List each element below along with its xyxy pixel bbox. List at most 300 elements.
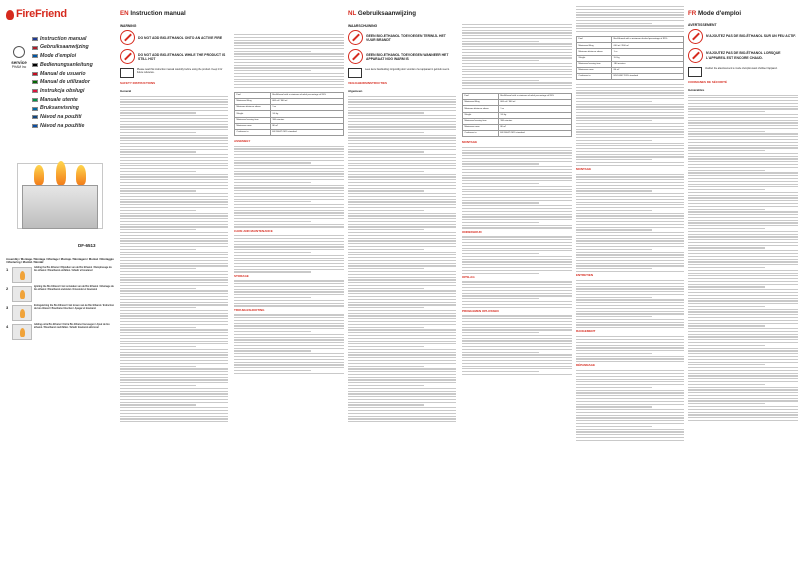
text-line — [462, 335, 572, 336]
text-line — [234, 73, 344, 74]
text-line — [348, 235, 456, 236]
spec-cell: Maximum burning time — [235, 117, 271, 123]
text-line — [462, 371, 539, 372]
text-line — [576, 263, 684, 264]
text-line — [120, 335, 228, 336]
text-block — [576, 6, 684, 32]
text-line — [688, 211, 798, 212]
spec-cell: EN 16647:2015 standard — [498, 130, 571, 136]
text-line — [234, 187, 344, 188]
text-line — [688, 128, 798, 129]
step-number: 3 — [6, 304, 9, 310]
text-line — [688, 275, 798, 276]
text-line — [348, 341, 456, 342]
text-line — [576, 373, 684, 374]
text-line — [576, 313, 684, 314]
text-line — [234, 364, 344, 365]
text-line — [576, 176, 684, 177]
text-line — [462, 338, 572, 339]
text-line — [234, 283, 344, 284]
text-line — [462, 366, 572, 367]
text-line — [688, 239, 798, 240]
text-line — [120, 193, 228, 194]
spec-cell: 1 m — [498, 106, 571, 112]
column-nl — [348, 0, 574, 572]
text-line — [234, 190, 344, 191]
text-line — [348, 285, 456, 286]
service-icon — [13, 46, 25, 58]
text-line — [348, 190, 424, 191]
text-line — [348, 137, 456, 138]
text-line — [348, 257, 456, 258]
text-line — [462, 55, 572, 56]
read-manual-note — [120, 68, 228, 78]
text-block — [234, 280, 344, 306]
no-fire-icon — [688, 29, 703, 44]
text-line — [576, 390, 684, 391]
text-line — [688, 100, 798, 101]
text-line — [462, 82, 572, 83]
text-line — [688, 334, 798, 335]
text-line — [576, 387, 652, 388]
text-line — [576, 159, 652, 160]
text-line — [234, 314, 344, 315]
text-line — [234, 207, 344, 208]
text-line — [688, 412, 798, 413]
text-line — [688, 203, 798, 204]
section-heading: VEILIGHEIDSINSTRUCTIES — [348, 81, 388, 86]
text-line — [576, 25, 684, 26]
text-line — [120, 132, 196, 133]
text-line — [234, 146, 344, 147]
text-line — [576, 294, 684, 295]
spec-row — [463, 130, 572, 136]
text-line — [688, 153, 798, 154]
text-line — [120, 285, 228, 286]
text-line — [462, 332, 539, 333]
text-line — [688, 172, 798, 173]
text-line — [462, 80, 539, 81]
text-line — [462, 216, 572, 217]
text-line — [688, 158, 798, 159]
text-line — [348, 277, 456, 278]
text-line — [688, 345, 765, 346]
text-line — [688, 273, 798, 274]
text-line — [120, 196, 228, 197]
text-line — [120, 185, 228, 186]
text-line — [234, 165, 344, 166]
flame-icon — [6, 10, 14, 20]
language-label: Mode d'emploi — [40, 53, 77, 60]
section-heading: MONTAGE — [462, 140, 478, 145]
text-line — [462, 214, 572, 215]
text-line — [576, 395, 684, 396]
text-line — [462, 349, 572, 350]
language-item — [32, 105, 112, 112]
text-line — [348, 391, 456, 392]
text-line — [234, 280, 344, 281]
text-block — [234, 314, 344, 374]
text-line — [348, 377, 456, 378]
text-line — [234, 244, 344, 245]
text-line — [462, 197, 572, 198]
spec-cell: Minimum distance above — [235, 105, 271, 111]
text-line — [688, 320, 798, 321]
text-line — [348, 271, 456, 272]
text-line — [234, 356, 344, 357]
text-line — [576, 429, 684, 430]
text-line — [688, 136, 798, 137]
text-line — [688, 339, 798, 340]
read-manual-text: Lees deze handleiding zorgvuldig door voordat u het apparaat in gebruik neemt. — [365, 68, 450, 72]
text-line — [234, 238, 344, 239]
text-line — [576, 240, 684, 241]
read-manual-text: Please read this instruction manual carefully before using the product. Keep it for future reference. — [137, 68, 223, 75]
text-line — [120, 257, 228, 258]
text-line — [120, 260, 228, 261]
text-line — [462, 256, 572, 257]
text-line — [688, 342, 798, 343]
text-line — [688, 400, 798, 401]
text-line — [462, 147, 572, 148]
text-line — [462, 307, 572, 308]
text-line — [576, 381, 684, 382]
text-line — [348, 293, 456, 294]
text-block — [348, 96, 456, 423]
column-heading — [688, 0, 798, 21]
text-line — [120, 421, 228, 422]
read-manual-note — [688, 67, 798, 77]
text-line — [348, 396, 456, 397]
text-line — [348, 112, 424, 113]
warning-text: N'AJOUTEZ PAS DE BIO-ÉTHANOL LORSQUE L'APPAREIL EST ENCORE CHAUD. — [706, 51, 781, 60]
text-line — [120, 157, 228, 158]
spec-cell: 1 m — [270, 105, 343, 111]
text-line — [120, 174, 228, 175]
text-line — [348, 199, 456, 200]
text-line — [348, 388, 456, 389]
text-line — [462, 30, 572, 31]
text-line — [120, 396, 228, 397]
text-line — [688, 189, 765, 190]
text-line — [576, 286, 684, 287]
language-item — [32, 88, 112, 95]
spec-cell: 80 m² — [612, 67, 684, 73]
text-line — [348, 176, 456, 177]
text-line — [120, 352, 228, 353]
text-line — [688, 217, 798, 218]
text-line — [120, 377, 228, 378]
text-line — [688, 195, 798, 196]
text-line — [120, 199, 228, 200]
text-line — [348, 115, 456, 116]
text-line — [234, 215, 344, 216]
text-line — [120, 418, 228, 419]
text-line — [576, 193, 684, 194]
text-line — [462, 169, 572, 170]
text-line — [348, 174, 456, 175]
text-line — [348, 107, 456, 108]
spec-table — [234, 92, 344, 136]
text-line — [348, 157, 456, 158]
section-heading: PROBLEMEN OPLOSSEN — [462, 308, 499, 313]
text-line — [120, 238, 228, 239]
text-line — [462, 52, 572, 53]
warning-text: GEEN BIO-ETHANOL TOEVOEGEN TERWIJL HET VUUR BRANDT — [366, 33, 446, 42]
text-line — [688, 117, 798, 118]
text-line — [462, 183, 539, 184]
text-line — [348, 402, 456, 403]
text-line — [688, 270, 798, 271]
text-line — [234, 325, 344, 326]
text-line — [462, 245, 572, 246]
text-line — [576, 426, 652, 427]
text-line — [234, 297, 311, 298]
text-line — [348, 265, 456, 266]
text-line — [234, 67, 344, 68]
text-line — [576, 437, 684, 438]
text-line — [576, 353, 652, 354]
text-line — [348, 210, 424, 211]
step-text: Extinguishing the Bio Ethanol / Het doven van de Bio Ethanol / Extinction du bio éthanol / Bioethanol löschen / Apagar el bioetanol — [34, 304, 115, 310]
text-line — [688, 286, 765, 287]
text-line — [348, 315, 456, 316]
lang-code: EN — [120, 10, 129, 17]
column-title: Instruction manual — [130, 10, 186, 17]
text-line — [234, 56, 344, 57]
text-line — [120, 265, 228, 266]
text-line — [120, 277, 228, 278]
text-line — [462, 202, 539, 203]
text-line — [462, 161, 572, 162]
text-line — [234, 65, 344, 66]
text-line — [576, 92, 684, 93]
text-line — [120, 393, 228, 394]
text-line — [462, 74, 572, 75]
text-line — [234, 362, 344, 363]
lang-code: FR — [688, 10, 697, 17]
text-line — [120, 374, 228, 375]
text-line — [688, 156, 798, 157]
text-line — [576, 143, 684, 144]
text-line — [576, 87, 684, 88]
text-block — [576, 174, 684, 273]
text-line — [576, 249, 652, 250]
section-heading: Algemeen — [348, 89, 363, 93]
service-sub: PHAM Inc — [11, 65, 27, 70]
text-line — [688, 184, 798, 185]
text-line — [234, 353, 344, 354]
text-line — [234, 323, 344, 324]
text-line — [234, 317, 344, 318]
text-line — [120, 188, 228, 189]
text-line — [234, 179, 344, 180]
text-line — [576, 392, 684, 393]
text-line — [462, 155, 572, 156]
text-line — [462, 177, 572, 178]
text-line — [688, 253, 798, 254]
text-line — [234, 176, 344, 177]
text-line — [576, 339, 684, 340]
spec-cell: Maximum room — [577, 67, 612, 73]
text-line — [576, 302, 684, 303]
text-line — [576, 342, 684, 343]
language-label: Bedienungsanleitung — [40, 61, 93, 68]
spec-cell: Maximum room — [463, 124, 499, 130]
text-line — [348, 329, 456, 330]
text-line — [576, 327, 684, 328]
spec-cell: 600 ml / 900 ml — [270, 99, 343, 105]
text-line — [234, 286, 344, 287]
text-line — [120, 279, 228, 280]
text-line — [348, 324, 456, 325]
text-line — [688, 292, 798, 293]
text-line — [462, 253, 539, 254]
text-line — [576, 376, 684, 377]
text-line — [120, 207, 228, 208]
language-item — [32, 123, 112, 130]
text-line — [688, 214, 798, 215]
text-line — [348, 179, 456, 180]
text-line — [576, 257, 684, 258]
text-line — [462, 88, 572, 89]
text-line — [576, 401, 684, 402]
flag-icon — [32, 54, 38, 58]
text-line — [576, 202, 684, 203]
text-line — [234, 224, 344, 225]
step-illustration — [12, 286, 32, 302]
text-line — [576, 431, 684, 432]
text-line — [576, 252, 684, 253]
text-line — [576, 126, 684, 127]
no-fire-icon — [348, 30, 363, 45]
text-line — [688, 373, 798, 374]
text-line — [234, 328, 344, 329]
text-line — [348, 146, 456, 147]
text-line — [688, 311, 798, 312]
text-line — [348, 421, 456, 422]
text-line — [348, 229, 424, 230]
text-line — [348, 368, 456, 369]
spec-cell: Minimum distance above — [463, 106, 499, 112]
text-line — [234, 212, 344, 213]
text-line — [576, 322, 684, 323]
text-line — [462, 284, 572, 285]
text-line — [462, 264, 572, 265]
text-line — [576, 215, 684, 216]
text-line — [688, 281, 798, 282]
spec-cell: Maximum filling — [463, 100, 499, 106]
text-line — [688, 403, 765, 404]
text-line — [576, 384, 684, 385]
text-line — [234, 157, 344, 158]
section-heading: OPSLAG — [462, 274, 475, 279]
text-line — [688, 234, 798, 235]
text-line — [688, 97, 798, 98]
text-line — [688, 387, 798, 388]
spec-row — [577, 73, 684, 79]
language-list — [6, 36, 112, 132]
text-line — [576, 98, 684, 99]
text-line — [348, 379, 456, 380]
text-line — [576, 28, 684, 29]
text-line — [688, 267, 765, 268]
text-line — [462, 69, 572, 70]
text-line — [462, 24, 572, 25]
text-line — [120, 413, 228, 414]
text-line — [688, 336, 798, 337]
text-line — [120, 218, 228, 219]
step-number: 4 — [6, 323, 9, 329]
text-line — [688, 417, 798, 418]
text-line — [234, 168, 344, 169]
text-line — [688, 328, 798, 329]
text-line — [688, 142, 798, 143]
text-line — [120, 243, 228, 244]
text-line — [688, 359, 798, 360]
text-line — [120, 410, 228, 411]
text-line — [462, 60, 539, 61]
spec-cell: Maximum burning time — [463, 118, 499, 124]
spec-cell: 1 m — [612, 49, 684, 55]
text-line — [576, 347, 684, 348]
text-line — [234, 359, 344, 360]
text-line — [462, 163, 539, 164]
language-label: Návod na použití — [40, 113, 82, 120]
text-line — [120, 343, 228, 344]
text-line — [120, 310, 228, 311]
language-label: Návod na použitie — [40, 122, 85, 129]
text-line — [576, 238, 684, 239]
text-line — [576, 218, 684, 219]
text-line — [348, 296, 456, 297]
column-title: Mode d'emploi — [697, 10, 742, 17]
text-line — [120, 224, 228, 225]
text-line — [688, 220, 798, 221]
text-line — [576, 398, 684, 399]
warning-heading: WARNING — [120, 24, 137, 28]
flame-left — [34, 165, 44, 185]
text-line — [462, 191, 572, 192]
text-line — [576, 288, 684, 289]
warning-heading: WAARSCHUWING — [348, 24, 378, 28]
section-heading: ASSEMBLY — [234, 138, 251, 143]
text-line — [576, 23, 652, 24]
text-line — [348, 304, 456, 305]
text-line — [576, 345, 684, 346]
text-line — [576, 84, 684, 85]
text-line — [688, 309, 798, 310]
column-title: Gebruiksaanwijzing — [357, 10, 416, 17]
text-line — [348, 346, 424, 347]
text-line — [120, 149, 228, 150]
warning-hot — [348, 49, 456, 64]
language-label: Manual de usuario — [40, 70, 86, 77]
text-line — [120, 151, 196, 152]
text-line — [576, 188, 684, 189]
text-line — [462, 63, 572, 64]
text-line — [348, 135, 456, 136]
text-line — [576, 117, 684, 118]
text-line — [120, 327, 196, 328]
text-line — [234, 320, 344, 321]
flag-icon — [32, 124, 38, 128]
text-line — [120, 402, 228, 403]
text-line — [120, 179, 228, 180]
text-line — [120, 349, 228, 350]
text-line — [234, 204, 344, 205]
text-line — [348, 121, 456, 122]
